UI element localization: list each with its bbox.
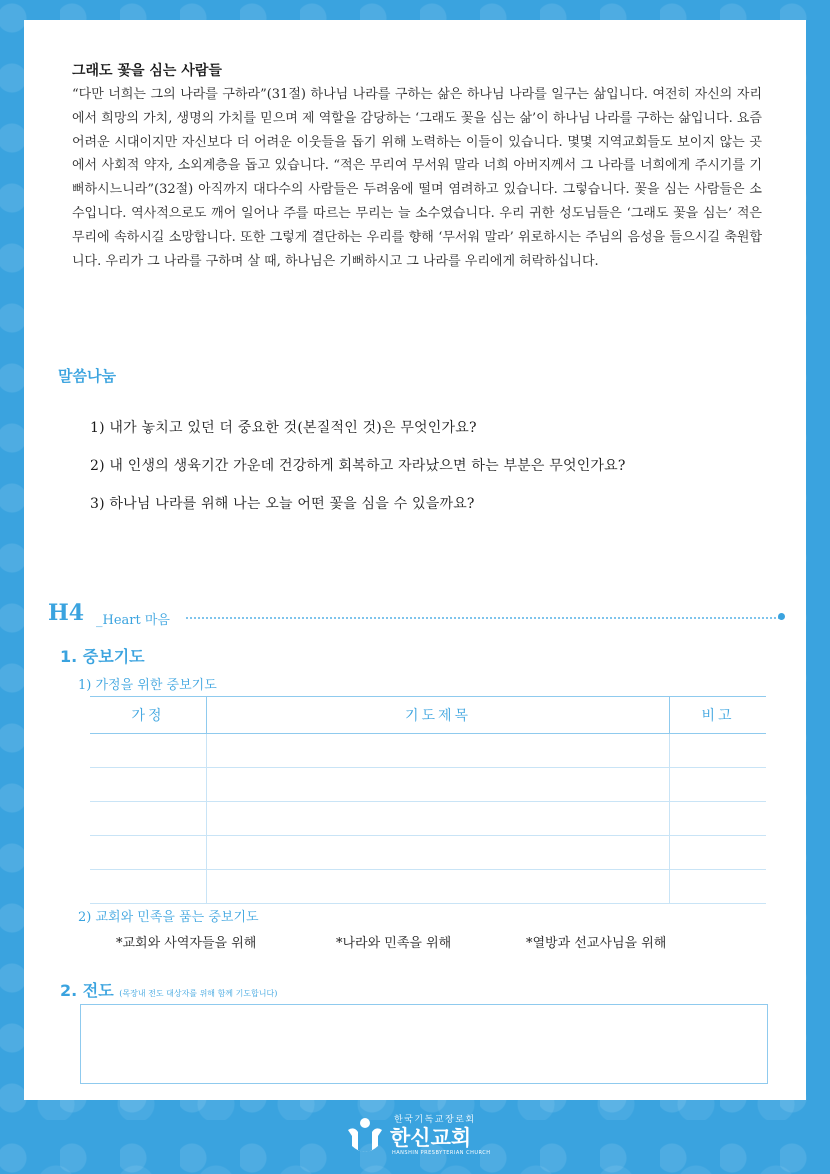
church-logo [344,1112,504,1160]
column-header-prayer-topic: 기도제목 [207,697,670,734]
table-row [90,734,766,768]
h4-label: H4 [48,600,85,626]
table-row [90,870,766,904]
h4-section-header [48,600,788,626]
table-cell[interactable] [670,734,767,768]
evangelism-note: (목장내 전도 대상자를 위해 함께 기도합니다) [119,989,278,998]
article-body [72,83,762,273]
question-item: 3) 하나님 나라를 위해 나는 오늘 어떤 꽃을 심을 수 있을까요? [90,496,475,512]
church-english-name: HANSHIN PRESBYTERIAN CHURCH [392,1150,491,1156]
list-item: *나라와 민족을 위해 [336,936,452,951]
list-item: *열방과 선교사님을 위해 [526,936,667,951]
table-row [90,802,766,836]
table-cell[interactable] [670,870,767,904]
family-prayer-table [90,696,766,904]
list-item: *교회와 사역자들을 위해 [116,936,257,951]
table-cell[interactable] [670,768,767,802]
intercession-title: 1. 중보기도 [60,647,145,666]
question-item: 2) 내 인생의 생육기간 가운데 건강하게 회복하고 자라났으면 하는 부분은 무엇인가요? [90,458,626,474]
column-header-family: 가정 [90,697,207,734]
divider-end-dot [778,613,785,620]
table-cell[interactable] [207,870,670,904]
article-title: 그래도 꽃을 심는 사람들 [72,63,222,79]
h4-sublabel: _Heart 마음 [96,613,170,628]
table-cell[interactable] [670,836,767,870]
table-header-row [90,697,766,734]
table-row [90,836,766,870]
denomination-label: 한국기독교장로회 [394,1115,476,1125]
table-cell[interactable] [90,734,207,768]
table-cell[interactable] [207,768,670,802]
worksheet-page [24,20,806,1100]
question-item: 1) 내가 놓치고 있던 더 중요한 것(본질적인 것)은 무엇인가요? [90,420,477,436]
church-name: 한신교회 [390,1126,472,1150]
table-cell[interactable] [207,802,670,836]
evangelism-title-text: 2. 전도 [60,981,114,1000]
table-cell[interactable] [207,734,670,768]
table-cell[interactable] [90,870,207,904]
table-cell[interactable] [90,802,207,836]
article-paragraph: “다만 너희는 그의 나라를 구하라”(31절) 하나님 나라를 구하는 삶은 하나님 나라를 일구는 삶입니다. 여전히 자신의 자리에서 희망의 가치, 생명의 가치를 믿으며 제 역할을 감당하는 ‘그래도 꽃을 심는 삶’이 하나님 나라를 구하는 삶입니다. 요즘 어려운 시대이지만 자신보다 더 어려운 이웃들을 돕기 위해 노력하는 이들이 있습니다. 몇몇 지역교회들도 보이지 않는 곳에서 사회적 약자, 소외계층을 돕고 있습니다. “적은 무리여 무서워 말라 너희 아버지께서 그 나라를 너희에게 주시기를 기뻐하시느니라”(32절) 아직까지 대다수의 사람들은 두려움에 떨며 염려하고 있습니다. 그렇습니다. 꽃을 심는 사람들은 소수입니다. 역사적으로도 깨어 일어나 주를 따르는 무리는 늘 소수였습니다. 우리 귀한 성도님들은 ‘그래도 꽃을 심는’ 적은 무리에 속하시길 소망합니다. 또한 그렇게 결단하는 우리를 향해 ‘무서워 말라’ 위로하시는 주님의 음성을 들으시길 축원합니다. 우리가 그 나라를 구하며 살 때, 하나님은 기뻐하시고 그 나라를 우리에게 허락하십니다. [72,87,762,269]
table-cell[interactable] [90,768,207,802]
table-cell[interactable] [207,836,670,870]
table-row [90,768,766,802]
family-prayer-subtitle: 1) 가정을 위한 중보기도 [78,678,217,693]
dotted-divider [186,617,780,619]
table-cell[interactable] [670,802,767,836]
evangelism-writing-box[interactable] [80,1004,768,1084]
sharing-questions [90,416,626,530]
column-header-note: 비고 [670,697,767,734]
church-emblem-icon [344,1116,386,1156]
table-cell[interactable] [90,836,207,870]
sharing-title: 말씀나눔 [58,367,116,385]
evangelism-title [60,978,277,1001]
nation-prayer-subtitle: 2) 교회와 민족을 품는 중보기도 [78,910,259,925]
